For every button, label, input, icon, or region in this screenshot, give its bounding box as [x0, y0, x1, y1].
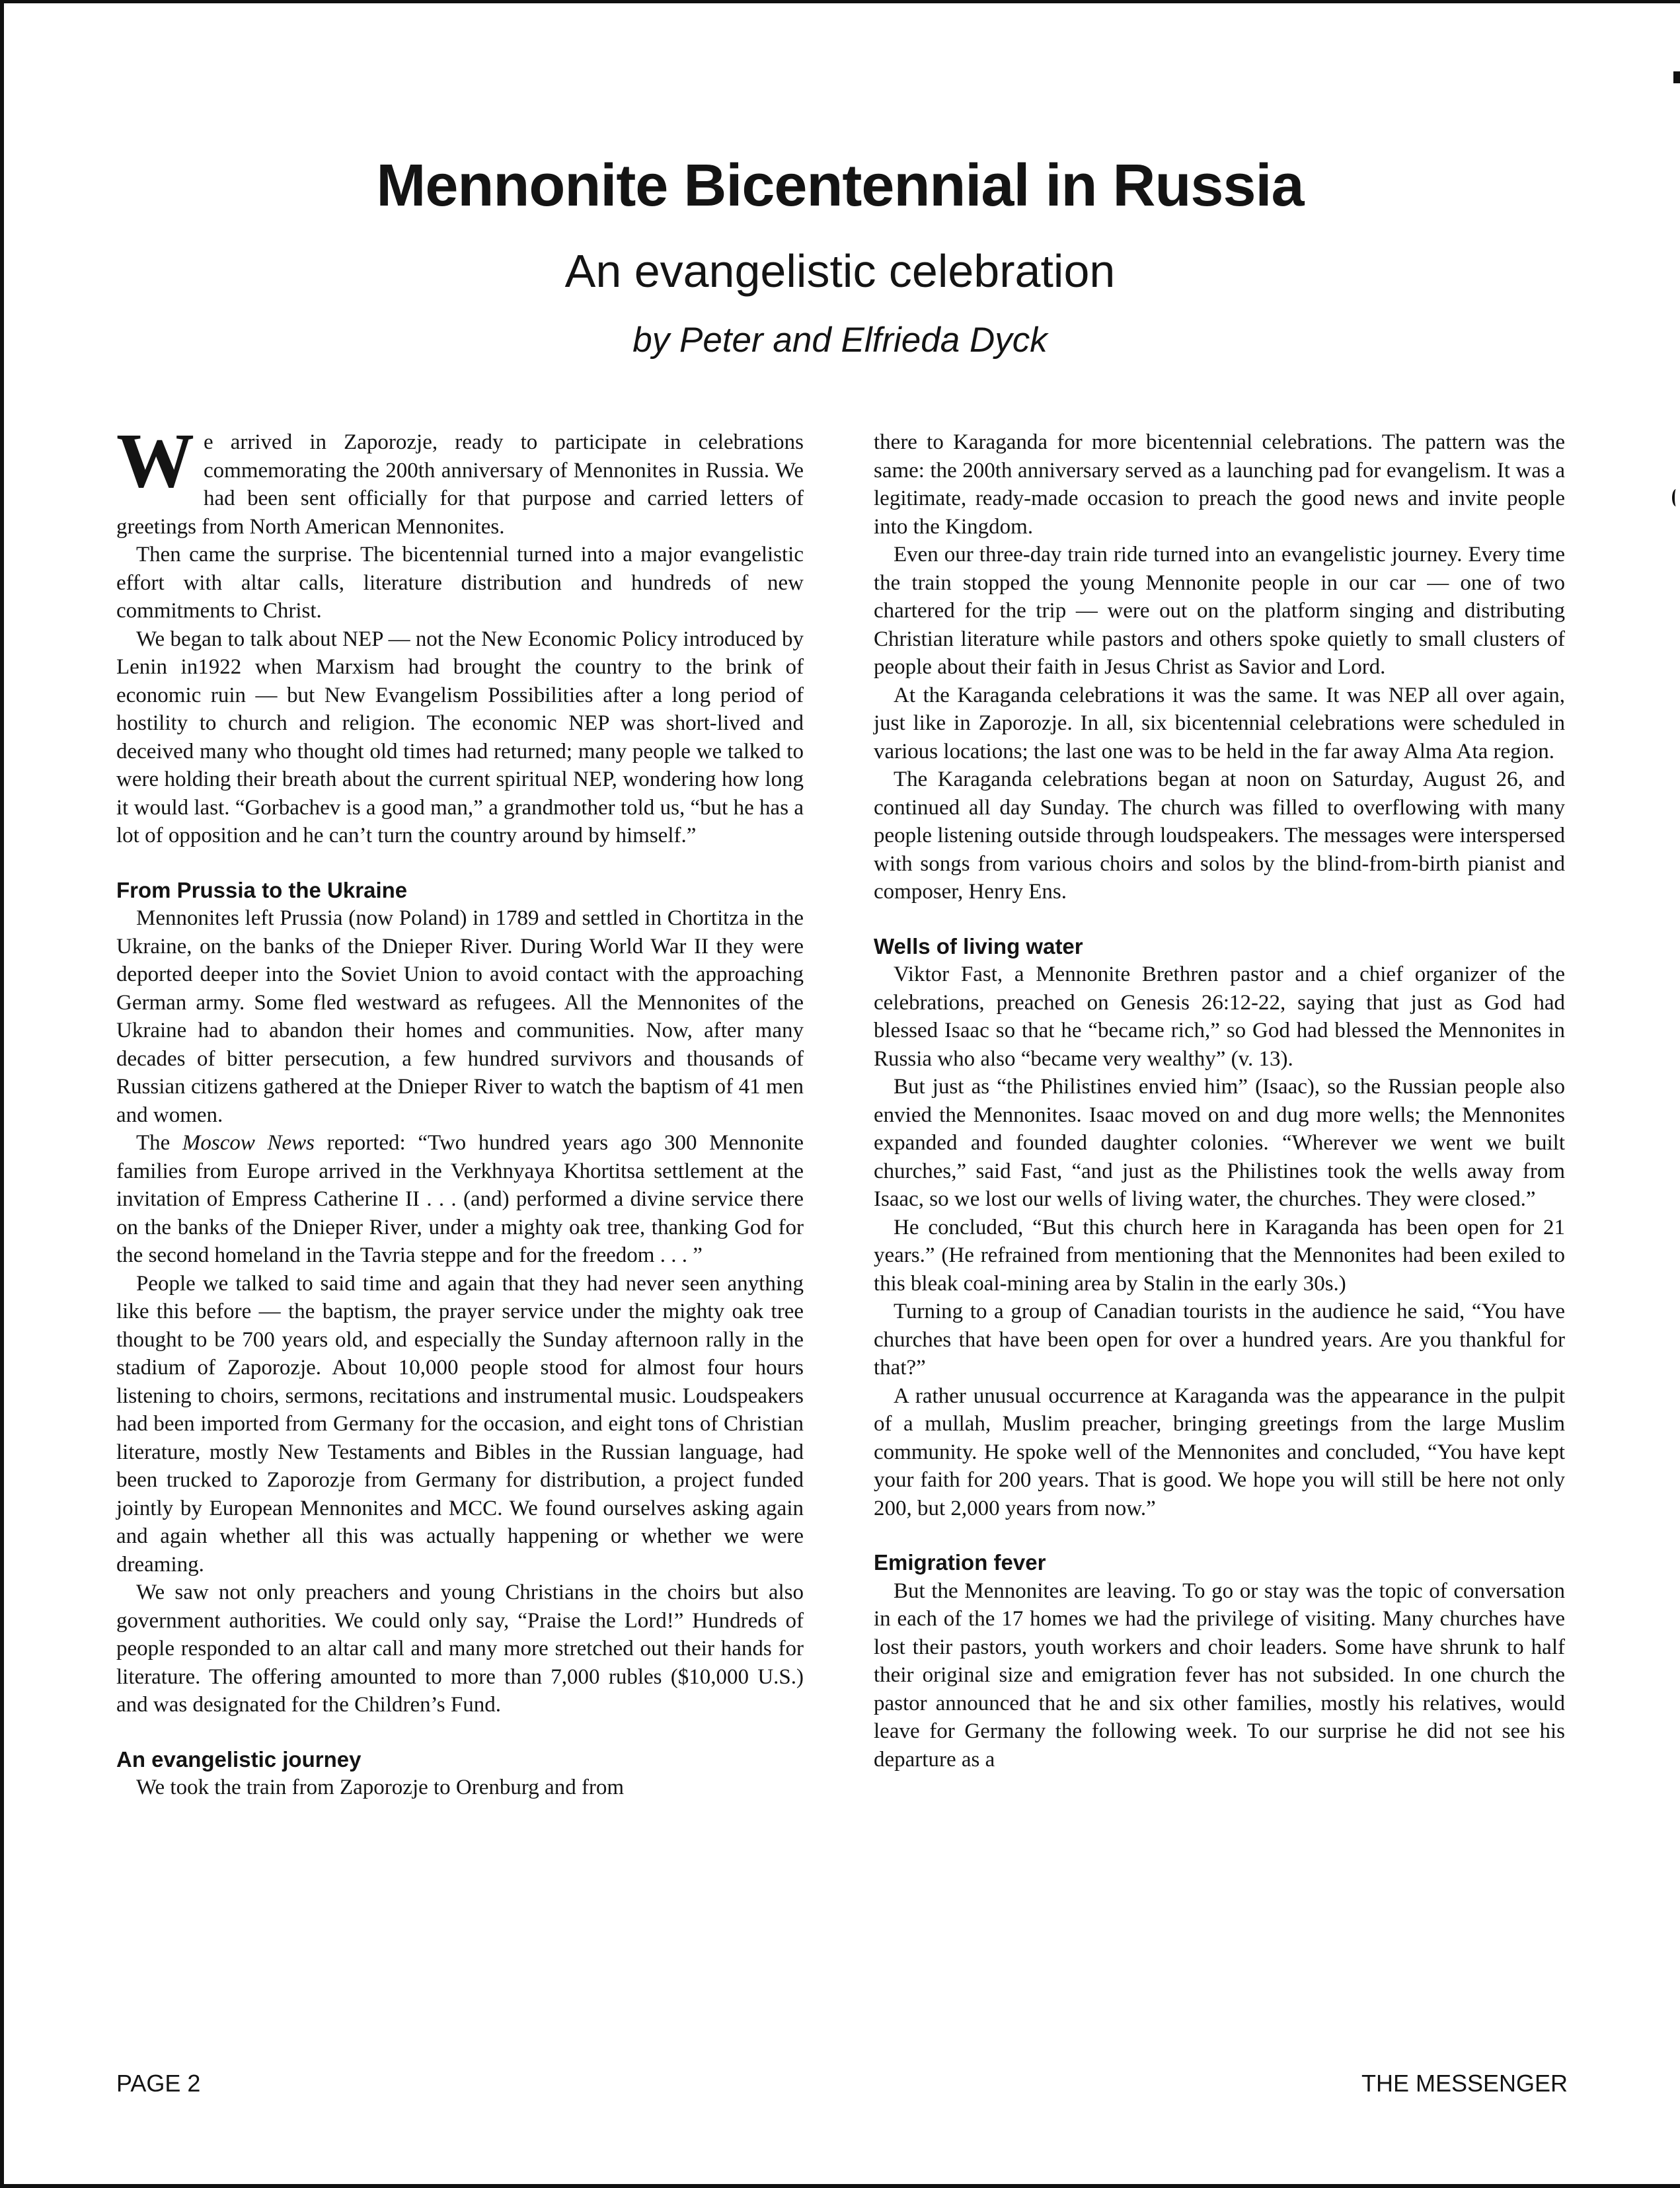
section-heading: Wells of living water	[874, 933, 1083, 958]
paragraph: Then came the surprise. The bicentennial turned into a major evangelistic effort with altar calls, literature distribution and hundreds of new commitments to Christ.	[116, 543, 804, 623]
section-heading: An evangelistic journey	[116, 1746, 362, 1772]
paragraph: Mennonites left Prussia (now Poland) in 1789 and settled in Chortitza in the Ukraine, on the banks of the Dnieper River. During World War II they were deported deeper into the Soviet Union to avoid contact with the approaching German army. Some fled westward as refugees. All the Mennonites of the Ukraine had to abandon their homes and communities. Now, after many decades of bitter persecution, a few hundred survivors and thousands of Russian citizens gathered at the Dnieper River to watch the baptism of 41 men and women.	[116, 906, 804, 1127]
paragraph: But the Mennonites are leaving. To go or stay was the topic of conversation in each of the 17 homes we had the privilege of visiting. Many churches have lost their pastors, youth workers and choir leaders. Some have shrunk to half their original size and emigration fever has not subsided. In one church the pastor announced that he and six other families, mostly his relatives, would leave for Germany the following week. To our surprise he did not see his departure as a	[874, 1579, 1565, 1772]
article-byline: by Peter and Elfrieda Dyck	[632, 321, 1048, 360]
paragraph-text: e arrived in Zaporozje, ready to participate in celebrations commemorating the 200th anniversary of Mennonites in Russia. We had been sent officially for that purpose and carried letters of greetings from North American Mennonites.	[116, 430, 804, 539]
page-number: PAGE 2	[116, 2070, 201, 2097]
paragraph: At the Karaganda celebrations it was the same. It was NEP all over again, just like in Zaporozje. In all, six bicentennial celebrations were scheduled in various locations; the last one was to be held in the far away Alma Ata region.	[874, 683, 1565, 763]
section-heading: From Prussia to the Ukraine	[116, 877, 408, 902]
paragraph: Viktor Fast, a Mennonite Brethren pastor and a chief organizer of the celebrations, preached on Genesis 26:12-22, saying that just as God had blessed Isaac so that he “became rich,” so God had blessed the Mennonites in Russia who also “became very wealthy” (v. 13).	[874, 962, 1565, 1071]
paragraph	[116, 417, 804, 541]
publication-name-footer: THE MESSENGER	[1361, 2070, 1568, 2097]
paragraph: But just as “the Philistines envied him” (Isaac), so the Russian people also envied the Mennonites. Isaac moved on and dug more wells; the Mennonites expanded and founded daughter colonies. “Wherever we went we built churches,” said Fast, “and just as the Philistines took the wells away from Isaac, so we lost our wells of living water, the churches. They were closed.”	[874, 1075, 1565, 1211]
paragraph: Even our three-day train ride turned into an evangelistic journey. Every time the train stopped the young Mennonite people in our car — one of two chartered for the trip — were out on the platform singing and distributing Christian literature while pastors and others spoke quietly to small clusters of people about their faith in Jesus Christ as Savior and Lord.	[874, 543, 1565, 679]
paragraph-text: reported: “Two hundred years ago 300 Mennonite families from Europe arrived in the Verkhnyaya Khortitsa settlement at the invitation of Empress Catherine II . . . (and) performed a divine service there on the banks of the Dnieper River, under a mighty oak tree, thanking God for the second homeland in the Tavria steppe and for the freedom . . . ”	[116, 1131, 804, 1267]
paragraph-text: The	[136, 1131, 182, 1155]
paragraph	[116, 1129, 804, 1270]
scan-edge-mark	[1672, 489, 1680, 506]
page-border-top	[0, 0, 1680, 3]
paragraph: We began to talk about NEP — not the New Economic Policy introduced by Lenin in1922 when Marxism had brought the country to the brink of economic ruin — but New Evangelism Possibilities after a long period of hostility to church and religion. The economic NEP was short-lived and deceived many who thought old times had returned; many people we talked to were holding their breath about the current spiritual NEP, wondering how long it would last. “Gorbachev is a good man,” a grandmother told us, “but he has a lot of opposition and he can’t turn the country around by himself.”	[116, 627, 804, 847]
paragraph: The Karaganda celebrations began at noon on Saturday, August 26, and continued all day Sunday. The church was filled to overflowing with many people listening outside through loudspeakers. The messages were interspersed with songs from various choirs and solos by the blind-from-birth pianist and composer, Henry Ens.	[874, 767, 1565, 904]
publication-name: Moscow News	[182, 1131, 315, 1155]
paragraph: People we talked to said time and again that they had never seen anything like this before — the baptism, the prayer service under the mighty oak tree thought to be 700 years old, and especially the Sunday afternoon rally in the stadium of Zaporozje. About 10,000 people stood for almost four hours listening to choirs, sermons, recitations and instrumental music. Loudspeakers had been imported from Germany for the occasion, and eight tons of Christian literature, mostly New Testaments and Bibles in the Russian language, had been trucked to Zaporozje from Germany for distribution, a project funded jointly by European Mennonites and MCC. We found ourselves asking again and again whether all this was actually happening or whether we were dreaming.	[116, 1271, 804, 1577]
right-column	[874, 428, 1565, 1774]
section-heading: Emigration fever	[874, 1550, 1046, 1575]
paragraph: there to Karaganda for more bicentennial celebrations. The pattern was the same: the 200th anniversary served as a launching pad for evangelism. It was a legitimate, ready-made occasion to preach the good news and invite people into the Kingdom.	[874, 430, 1565, 539]
page-border-bottom	[0, 2184, 1680, 2188]
left-column	[116, 417, 804, 1802]
article-title: Mennonite Bicentennial in Russia	[376, 153, 1304, 219]
paragraph: A rather unusual occurrence at Karaganda was the appearance in the pulpit of a mullah, Muslim preacher, bringing greetings from the large Muslim community. He spoke well of the Mennonites and concluded, “You have kept your faith for 200 years. That is good. We hope you will still be here not only 200, but 2,000 years from now.”	[874, 1384, 1565, 1520]
article-subtitle: An evangelistic celebration	[564, 245, 1116, 297]
paragraph: He concluded, “But this church here in Karaganda has been open for 21 years.” (He refrained from mentioning that the Mennonites had been exiled to this bleak coal-mining area by Stalin in the early 30s.)	[874, 1215, 1565, 1296]
paragraph: We took the train from Zaporozje to Orenburg and from	[136, 1776, 625, 1799]
scan-edge-mark	[1673, 71, 1680, 83]
paragraph: Turning to a group of Canadian tourists in the audience he said, “You have churches that have been open for over a hundred years. Are you thankful for that?”	[874, 1300, 1565, 1380]
paragraph: We saw not only preachers and young Christians in the choirs but also government authorities. We could only say, “Praise the Lord!” Hundreds of people responded to an altar call and many more stretched out their hands for literature. The offering amounted to more than 7,000 rubles ($10,000 U.S.) and was designated for the Children’s Fund.	[116, 1581, 804, 1717]
drop-cap: W	[116, 417, 194, 504]
